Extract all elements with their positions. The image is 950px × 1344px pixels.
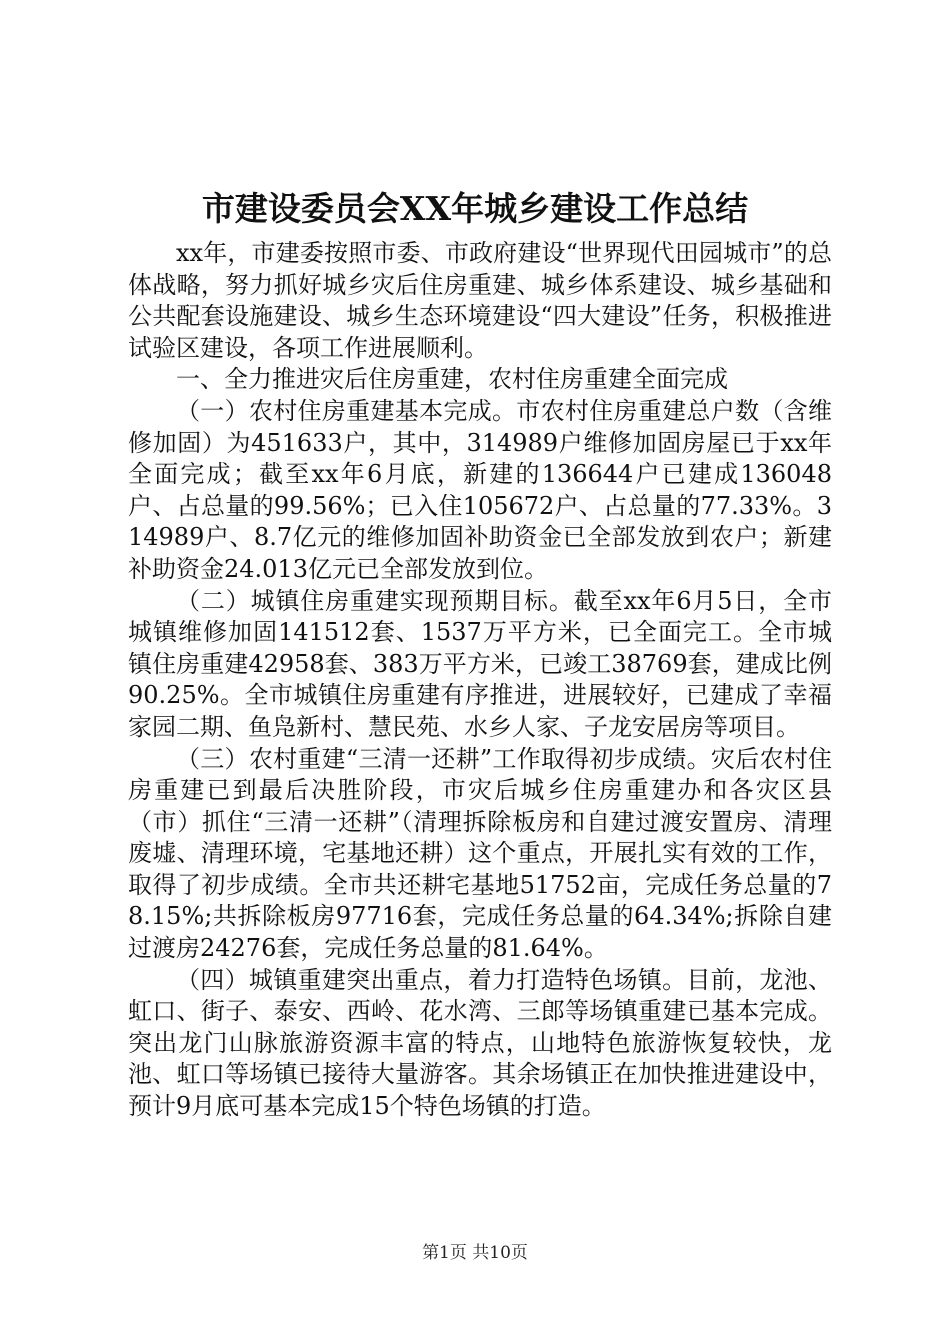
paragraph-rural-housing: （一）农村住房重建基本完成。市农村住房重建总户数（含维修加固）为451633户，其中，314989户维修加固房屋已于xx年全面完成；截至xx年6月底，新建的136644户已建成136048户、占总量的99.56%；已入住105672户、占总量的77.33%。314989户、8.7亿元的维修加固补助资金已全部发放到农户；新建补助资金24.013亿元已全部发放到位。 [128, 396, 832, 583]
document-body [128, 238, 832, 1123]
document-title: 市建设委员会XX年城乡建设工作总结 [201, 189, 749, 228]
page-footer: 第1页 共10页 [422, 1243, 528, 1263]
paragraph-featured-towns: （四）城镇重建突出重点，着力打造特色场镇。目前，龙池、虹口、街子、泰安、西岭、花水湾、三郎等场镇重建已基本完成。突出龙门山脉旅游资源丰富的特点，山地特色旅游恢复较快，龙池、虹口等场镇已接待大量游客。其余场镇正在加快推进建设中，预计9月底可基本完成15个特色场镇的打造。 [128, 965, 832, 1121]
paragraph-urban-housing: （二）城镇住房重建实现预期目标。截至xx年6月5日，全市城镇维修加固141512套、1537万平方米，已全面完工。全市城镇住房重建42958套、383万平方米，已竣工38769套，建成比例90.25%。全市城镇住房重建有序推进，进展较好，已建成了幸福家园二期、鱼凫新村、慧民苑、水乡人家、子龙安居房等项目。 [128, 586, 832, 741]
paragraph-three-clear: （三）农村重建“三清一还耕”工作取得初步成绩。灾后农村住房重建已到最后决胜阶段，市灾后城乡住房重建办和各灾区县（市）抓住“三清一还耕”（清理拆除板房和自建过渡安置房、清理废墟、清理环境，宅基地还耕）这个重点，开展扎实有效的工作，取得了初步成绩。全市共还耕宅基地51752亩，完成任务总量的78.15%;共拆除板房97716套，完成任务总量的64.34%;拆除自建过渡房24276套，完成任务总量的81.64%。 [128, 744, 832, 963]
intro-paragraph: xx年，市建委按照市委、市政府建设“世界现代田园城市”的总体战略，努力抓好城乡灾后住房重建、城乡体系建设、城乡基础和公共配套设施建设、城乡生态环境建设“四大建设”任务，积极推进试验区建设，各项工作进展顺利。 [128, 239, 832, 362]
section-heading-1: 一、全力推进灾后住房重建，农村住房重建全面完成 [176, 365, 728, 394]
